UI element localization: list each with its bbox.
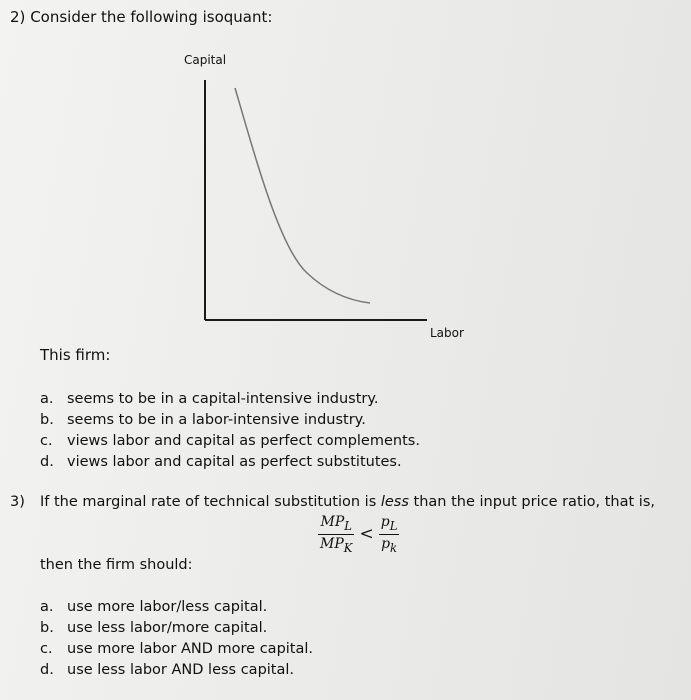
question-3-heading — [10, 494, 655, 510]
option-letter: a. — [40, 391, 54, 407]
option-text: use more labor AND more capital. — [67, 641, 314, 657]
option-text: use less labor AND less capital. — [67, 662, 295, 678]
mp-labor: $MP_L$ — [320, 514, 352, 533]
option-letter: c. — [40, 641, 53, 657]
option-text: seems to be in a labor-intensive industry. — [67, 412, 366, 428]
marginal-product-ratio — [318, 514, 354, 555]
option-letter: c. — [40, 433, 53, 449]
option-2c[interactable] — [40, 431, 420, 452]
isoquant-curve — [235, 88, 370, 303]
question-2-heading — [10, 8, 272, 26]
question-3-number: 3) — [10, 494, 25, 510]
option-text: use more labor/less capital. — [67, 599, 268, 615]
option-2b[interactable] — [40, 410, 420, 431]
option-3c[interactable] — [40, 639, 313, 660]
isoquant-graph — [195, 68, 435, 328]
y-axis-label: Capital — [184, 53, 227, 67]
option-text: seems to be in a capital-intensive industry. — [67, 391, 379, 407]
option-letter: b. — [40, 620, 54, 636]
price-labor: $p_L$ — [380, 514, 398, 533]
price-capital: $p_k$ — [381, 535, 398, 555]
option-2d[interactable] — [40, 452, 420, 473]
option-letter: b. — [40, 412, 54, 428]
input-price-ratio — [379, 514, 400, 555]
mp-capital: $MP_K$ — [320, 535, 353, 555]
option-text: use less labor/more capital. — [67, 620, 268, 636]
question-3-options — [40, 597, 313, 681]
option-3b[interactable] — [40, 618, 313, 639]
mrts-inequality — [318, 514, 399, 555]
option-text: views labor and capital as perfect substitutes. — [67, 454, 402, 470]
less-than-sign: < — [359, 524, 374, 545]
option-3d[interactable] — [40, 660, 313, 681]
x-axis-label: Labor — [430, 326, 464, 340]
option-3a[interactable] — [40, 597, 313, 618]
question-3-prompt-start: If the marginal rate of technical substitution is — [40, 494, 381, 510]
question-2-prompt: Consider the following isoquant: — [30, 8, 273, 26]
question-2-options — [40, 389, 420, 473]
question-3-prompt-end: than the input price ratio, that is, — [408, 494, 655, 510]
question-3-prompt-emphasis: less — [380, 494, 409, 510]
option-letter: a. — [40, 599, 54, 615]
question-2-number: 2) — [10, 8, 26, 26]
option-text: views labor and capital as perfect complements. — [67, 433, 420, 449]
option-2a[interactable] — [40, 389, 420, 410]
question-2-lead-in: This firm: — [40, 346, 111, 364]
option-letter: d. — [40, 454, 54, 470]
option-letter: d. — [40, 662, 54, 678]
question-3-lead-in: then the firm should: — [40, 557, 193, 573]
